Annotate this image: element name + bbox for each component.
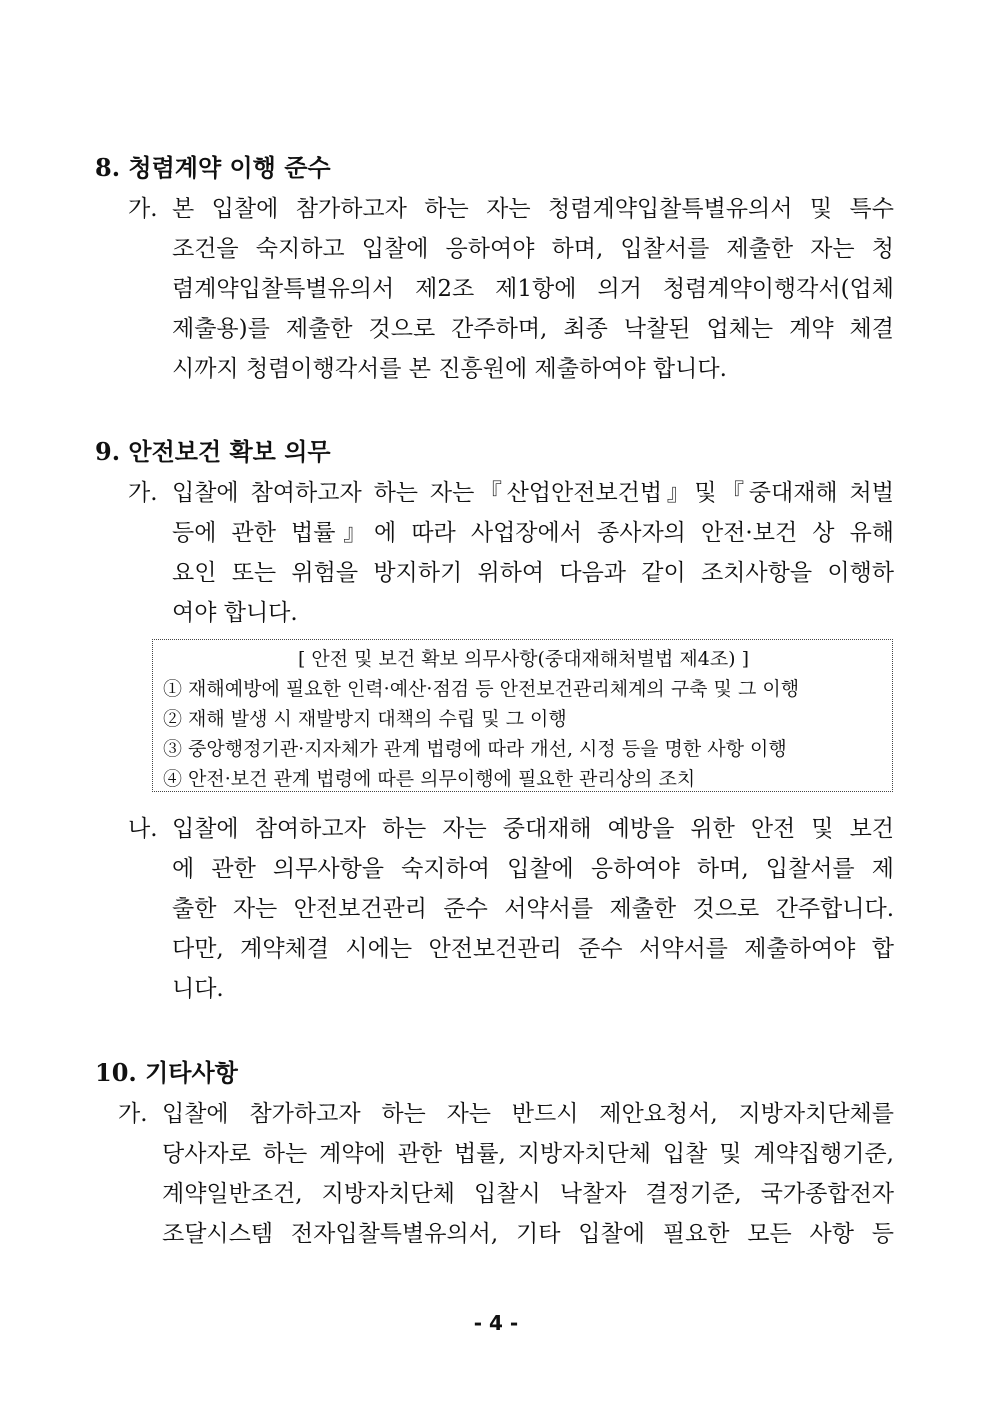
paragraph-line: 당사자로 하는 계약에 관한 법률, 지방자치단체 입찰 및 계약집행기준, — [162, 1141, 894, 1167]
paragraph-line: 등에 관한 법률』에 따라 사업장에서 종사자의 안전·보건 상 유해 — [172, 520, 894, 546]
obligations-box — [152, 639, 893, 792]
item-marker: 나. — [128, 816, 158, 842]
paragraph-line: 본 입찰에 참가하고자 하는 자는 청렴계약입찰특별유의서 및 특수 — [172, 196, 894, 222]
page-number: - 4 - — [473, 1311, 519, 1335]
item-marker: 가. — [128, 480, 158, 506]
paragraph-line: 제출용)를 제출한 것으로 간주하며, 최종 낙찰된 업체는 계약 체결 — [172, 316, 894, 342]
paragraph-line: 여야 합니다. — [172, 600, 298, 626]
paragraph-line: 입찰에 참여하고자 하는 자는『산업안전보건법』및『중대재해 처벌 — [172, 480, 894, 506]
section-10-heading: 10. 기타사항 — [95, 1058, 238, 1087]
paragraph-line: 렴계약입찰특별유의서 제2조 제1항에 의거 청렴계약이행각서(업체 — [172, 276, 894, 302]
paragraph-line: 계약일반조건, 지방자치단체 입찰시 낙찰자 결정기준, 국가종합전자 — [162, 1181, 894, 1207]
paragraph-line: 입찰에 참가하고자 하는 자는 반드시 제안요청서, 지방자치단체를 — [162, 1101, 894, 1127]
paragraph-line: 니다. — [172, 976, 224, 1002]
paragraph-line: 입찰에 참여하고자 하는 자는 중대재해 예방을 위한 안전 및 보건 — [172, 816, 894, 842]
section-9-heading: 9. 안전보건 확보 의무 — [95, 437, 331, 466]
section-8-heading: 8. 청렴계약 이행 준수 — [95, 153, 331, 182]
paragraph-line: 출한 자는 안전보건관리 준수 서약서를 제출한 것으로 간주합니다. — [172, 896, 894, 922]
paragraph-line: 시까지 청렴이행각서를 본 진흥원에 제출하여야 합니다. — [172, 356, 727, 382]
paragraph-line: 조달시스템 전자입찰특별유의서, 기타 입찰에 필요한 모든 사항 등 — [162, 1221, 894, 1247]
obligations-box-title: [ 안전 및 보건 확보 의무사항(중대재해처벌법 제4조) ] — [297, 648, 750, 670]
obligation-item: ① 재해예방에 필요한 인력·예산·점검 등 안전보건관리체계의 구축 및 그 이행 — [163, 678, 800, 700]
paragraph-line: 조건을 숙지하고 입찰에 응하여야 하며, 입찰서를 제출한 자는 청 — [172, 236, 894, 262]
paragraph-line: 요인 또는 위험을 방지하기 위하여 다음과 같이 조치사항을 이행하 — [172, 560, 894, 586]
paragraph-line: 다만, 계약체결 시에는 안전보건관리 준수 서약서를 제출하여야 합 — [172, 936, 894, 962]
item-marker: 가. — [128, 196, 158, 222]
obligation-item: ③ 중앙행정기관·지자체가 관계 법령에 따라 개선, 시정 등을 명한 사항 이행 — [163, 738, 787, 760]
paragraph-line: 에 관한 의무사항을 숙지하여 입찰에 응하여야 하며, 입찰서를 제 — [172, 856, 894, 882]
obligation-item: ② 재해 발생 시 재발방지 대책의 수립 및 그 이행 — [163, 708, 567, 730]
obligation-item: ④ 안전·보건 관계 법령에 따른 의무이행에 필요한 관리상의 조치 — [163, 768, 696, 790]
item-marker: 가. — [118, 1101, 148, 1127]
